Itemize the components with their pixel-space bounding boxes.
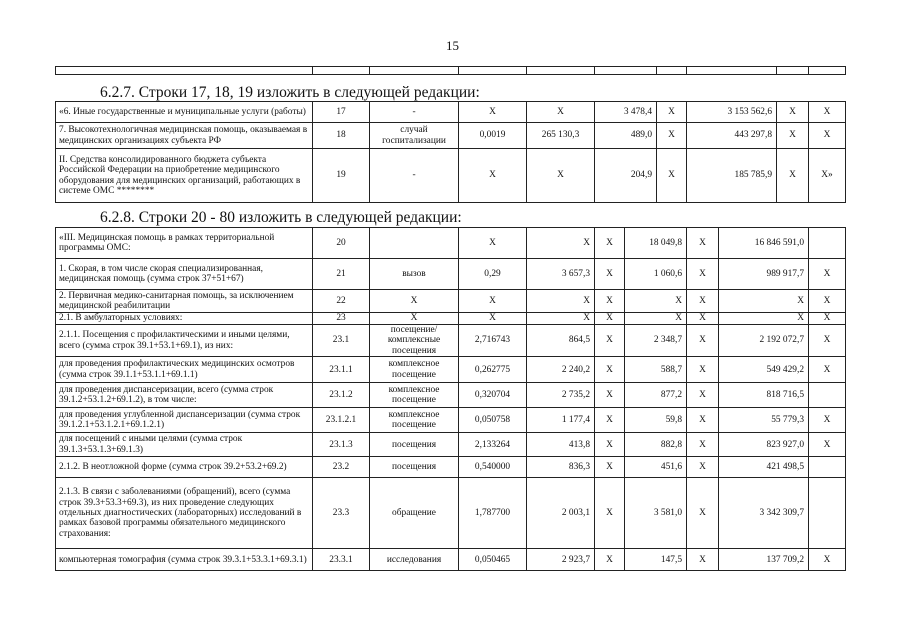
table-cell: посещение/комплексные посещения — [370, 325, 459, 357]
table-cell: X — [809, 259, 846, 290]
table-row — [56, 259, 846, 290]
section-heading-6-2-8: 6.2.8. Строки 20 - 80 изложить в следующей редакции: — [100, 209, 462, 226]
table-cell: 549 429,2 — [719, 357, 809, 383]
table-cell: 2 348,7 — [625, 325, 687, 357]
table-cell: 0,262775 — [459, 357, 527, 383]
table-cell: X — [527, 313, 595, 325]
table-cell: X — [527, 149, 595, 203]
table-cell: 823 927,0 — [719, 433, 809, 457]
table-cell: 18 049,8 — [625, 228, 687, 259]
table-cell: X — [459, 228, 527, 259]
table-cell: 3 342 309,7 — [719, 478, 809, 549]
table-cell: 137 709,2 — [719, 549, 809, 571]
table-cell: X — [687, 325, 719, 357]
table-cell: X — [595, 313, 625, 325]
table-row — [56, 228, 846, 259]
table-cell: X — [719, 313, 809, 325]
table-row — [56, 408, 846, 433]
table-cell: 0,050758 — [459, 408, 527, 433]
table-row — [56, 149, 846, 203]
table-row — [56, 123, 846, 149]
table-cell: 23.3.1 — [313, 549, 370, 571]
table-cell: X — [687, 259, 719, 290]
table-cell: X — [687, 313, 719, 325]
table-cell: X — [687, 457, 719, 478]
table-cell: X» — [809, 149, 846, 203]
table-cell: X — [459, 102, 527, 123]
table-cell: 1. Скорая, в том числе скорая специализированная, медицинская помощь (сумма строк 37+51+67) — [56, 259, 313, 290]
table-row — [56, 478, 846, 549]
table-cell: X — [809, 290, 846, 313]
previous-table-bottom — [55, 66, 846, 75]
table-row — [56, 290, 846, 313]
table-row — [56, 102, 846, 123]
table-cell: для посещений с иными целями (сумма строк 39.1.3+53.1.3+69.1.3) — [56, 433, 313, 457]
table-cell: 1,787700 — [459, 478, 527, 549]
table-cell: X — [595, 383, 625, 408]
table-cell — [809, 478, 846, 549]
table-cell: X — [657, 102, 687, 123]
table-cell — [809, 383, 846, 408]
table-cell: X — [809, 549, 846, 571]
table-cell: «III. Медицинская помощь в рамках территориальной программы ОМС: — [56, 228, 313, 259]
table-rows-20-80 — [55, 227, 846, 571]
table-cell: X — [527, 228, 595, 259]
table-row — [56, 357, 846, 383]
table-cell: 23.1.2 — [313, 383, 370, 408]
table-cell: 2.1.3. В связи с заболеваниями (обращений), всего (сумма строк 39.3+53.3+69.3), из них проведение следующих отдельных диагностических (лабораторных) исследований в рамках базовой программы обязательного медицинского страхования: — [56, 478, 313, 549]
table-row — [56, 325, 846, 357]
table-cell: 882,8 — [625, 433, 687, 457]
table-cell: X — [687, 383, 719, 408]
table-row — [56, 457, 846, 478]
table-cell: посещения — [370, 457, 459, 478]
table-cell — [809, 228, 846, 259]
table-cell: X — [719, 290, 809, 313]
table-cell: X — [809, 433, 846, 457]
table-cell: X — [527, 102, 595, 123]
table-row — [56, 433, 846, 457]
table-cell: 2.1.2. В неотложной форме (сумма строк 39.2+53.2+69.2) — [56, 457, 313, 478]
table-cell: 2 192 072,7 — [719, 325, 809, 357]
table-cell: 18 — [313, 123, 370, 149]
table-cell: 23.3 — [313, 478, 370, 549]
table-cell: 23.1.3 — [313, 433, 370, 457]
table-cell: 0,320704 — [459, 383, 527, 408]
table-cell: 3 657,3 — [527, 259, 595, 290]
table-cell: X — [595, 290, 625, 313]
table-cell: 20 — [313, 228, 370, 259]
table-cell: 16 846 591,0 — [719, 228, 809, 259]
table-cell: 413,8 — [527, 433, 595, 457]
table-cell: 2 735,2 — [527, 383, 595, 408]
section-heading-6-2-7: 6.2.7. Строки 17, 18, 19 изложить в следующей редакции: — [100, 84, 480, 101]
table-cell: X — [687, 478, 719, 549]
table-cell: 2 003,1 — [527, 478, 595, 549]
table-cell: X — [595, 457, 625, 478]
table-cell: X — [595, 228, 625, 259]
table-row — [56, 313, 846, 325]
table-cell: X — [809, 408, 846, 433]
page-number: 15 — [446, 38, 459, 53]
table-cell: 0,050465 — [459, 549, 527, 571]
table-cell: для проведения профилактических медицинских осмотров (сумма строк 39.1.1+53.1.1+69.1.1) — [56, 357, 313, 383]
table-cell — [809, 457, 846, 478]
table-cell: 59,8 — [625, 408, 687, 433]
table-cell: 0,540000 — [459, 457, 527, 478]
table-row — [56, 383, 846, 408]
table-cell: X — [809, 325, 846, 357]
table-cell: 2 923,7 — [527, 549, 595, 571]
table-cell — [370, 228, 459, 259]
table-cell: 2. Первичная медико-санитарная помощь, за исключением медицинской реабилитации — [56, 290, 313, 313]
table-cell: 55 779,3 — [719, 408, 809, 433]
table-cell: X — [809, 357, 846, 383]
table-cell: 1 177,4 — [527, 408, 595, 433]
table-cell: посещения — [370, 433, 459, 457]
table-cell: X — [809, 102, 846, 123]
table-cell: X — [657, 123, 687, 149]
table-cell: 3 478,4 — [595, 102, 657, 123]
table-cell: 19 — [313, 149, 370, 203]
table-cell: для проведения диспансеризации, всего (сумма строк 39.1.2+53.1.2+69.1.2), в том числе: — [56, 383, 313, 408]
table-cell: 147,5 — [625, 549, 687, 571]
table-cell: 0,29 — [459, 259, 527, 290]
table-cell: комплексное посещение — [370, 357, 459, 383]
table-cell: X — [595, 549, 625, 571]
table-cell: 443 297,8 — [687, 123, 777, 149]
table-cell: X — [595, 408, 625, 433]
table-cell: X — [687, 228, 719, 259]
table-cell: 0,0019 — [459, 123, 527, 149]
table-cell: X — [809, 123, 846, 149]
table-cell: исследования — [370, 549, 459, 571]
table-cell: 17 — [313, 102, 370, 123]
table-cell: 22 — [313, 290, 370, 313]
table-cell: 864,5 — [527, 325, 595, 357]
table-cell: вызов — [370, 259, 459, 290]
table-cell: комплексное посещение — [370, 383, 459, 408]
table-cell: 3 153 562,6 — [687, 102, 777, 123]
table-cell: 7. Высокотехнологичная медицинская помощь, оказываемая в медицинских организациях субъекта РФ — [56, 123, 313, 149]
table-cell: 989 917,7 — [719, 259, 809, 290]
table-cell: X — [459, 149, 527, 203]
table-cell: 2,716743 — [459, 325, 527, 357]
table-cell: X — [777, 123, 809, 149]
table-cell: 265 130,3 — [527, 123, 595, 149]
table-cell: X — [527, 290, 595, 313]
table-cell: 21 — [313, 259, 370, 290]
table-cell: X — [687, 549, 719, 571]
table-cell: X — [459, 313, 527, 325]
table-cell: 204,9 — [595, 149, 657, 203]
table-row — [56, 549, 846, 571]
table-cell: X — [595, 357, 625, 383]
table-cell: X — [809, 313, 846, 325]
table-cell: X — [687, 433, 719, 457]
table-cell: 1 060,6 — [625, 259, 687, 290]
table-cell: X — [625, 313, 687, 325]
table-cell: 421 498,5 — [719, 457, 809, 478]
table-cell: X — [370, 290, 459, 313]
table-cell: X — [777, 149, 809, 203]
table-cell: 23.2 — [313, 457, 370, 478]
table-cell: 23.1.1 — [313, 357, 370, 383]
table-cell: 3 581,0 — [625, 478, 687, 549]
table-cell: комплексное посещение — [370, 408, 459, 433]
table-cell: 451,6 — [625, 457, 687, 478]
table-cell: 2,133264 — [459, 433, 527, 457]
table-cell: - — [370, 102, 459, 123]
table-cell: 2.1.1. Посещения с профилактическими и иными целями, всего (сумма строк 39.1+53.1+69.1), из них: — [56, 325, 313, 357]
table-cell: X — [595, 478, 625, 549]
table-cell: «6. Иные государственные и муниципальные услуги (работы) — [56, 102, 313, 123]
table-cell: X — [595, 433, 625, 457]
table-cell: - — [370, 149, 459, 203]
table-cell: 877,2 — [625, 383, 687, 408]
table-cell: 185 785,9 — [687, 149, 777, 203]
table-cell: 23 — [313, 313, 370, 325]
table-rows-17-19 — [55, 101, 846, 203]
table-cell: 489,0 — [595, 123, 657, 149]
table-cell: X — [595, 325, 625, 357]
table-cell: компьютерная томография (сумма строк 39.3.1+53.3.1+69.3.1) — [56, 549, 313, 571]
table-cell: II. Средства консолидированного бюджета субъекта Российской Федерации на приобретение медицинского оборудования для медицинских организаций, работающих в системе ОМС ******** — [56, 149, 313, 203]
table-cell: X — [657, 149, 687, 203]
table-cell: 23.1 — [313, 325, 370, 357]
table-cell: X — [625, 290, 687, 313]
table-cell: X — [687, 357, 719, 383]
table-cell: 588,7 — [625, 357, 687, 383]
table-cell: X — [777, 102, 809, 123]
table-cell: 23.1.2.1 — [313, 408, 370, 433]
table-cell: для проведения углубленной диспансеризации (сумма строк 39.1.2.1+53.1.2.1+69.1.2.1) — [56, 408, 313, 433]
table-cell: 836,3 — [527, 457, 595, 478]
table-cell: обращение — [370, 478, 459, 549]
table-cell: X — [459, 290, 527, 313]
table-cell: 2 240,2 — [527, 357, 595, 383]
table-cell: случай госпитализации — [370, 123, 459, 149]
table-cell: 2.1. В амбулаторных условиях: — [56, 313, 313, 325]
table-cell: X — [687, 408, 719, 433]
table-cell: X — [595, 259, 625, 290]
table-cell: X — [687, 290, 719, 313]
table-cell: 818 716,5 — [719, 383, 809, 408]
table-cell: X — [370, 313, 459, 325]
